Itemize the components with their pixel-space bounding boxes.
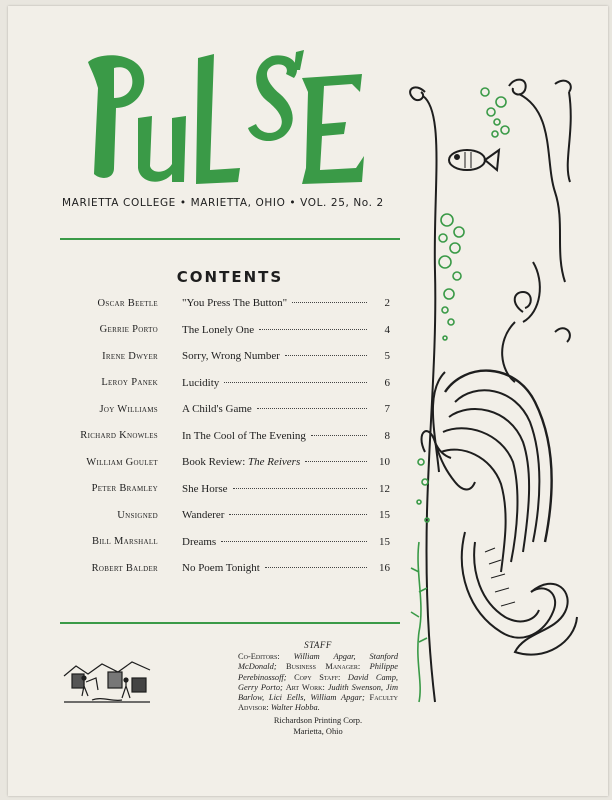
business-manager-name: Philippe Perebinossoff; [238, 662, 399, 682]
faculty-advisor-name: Walter Hobba. [270, 703, 320, 713]
toc-author: Gerrie Porto [99, 324, 158, 336]
toc-title [182, 509, 224, 521]
toc-title [182, 483, 228, 495]
toc-row [60, 476, 390, 503]
toc-page-number: 6 [384, 376, 390, 389]
toc-title-text: Wanderer [182, 509, 225, 522]
toc-title [182, 403, 252, 415]
toc-entry [182, 403, 390, 415]
toc-title-text: "You Press The Button" [182, 297, 288, 310]
toc-row [60, 502, 390, 529]
toc-author: Robert Balder [91, 562, 158, 574]
toc-row [60, 529, 390, 556]
toc-entry [182, 456, 390, 468]
toc-author: Peter Bramley [91, 483, 158, 495]
toc-author: Richard Knowles [80, 430, 158, 442]
toc-title-text: No Poem Tonight [182, 562, 260, 575]
toc-leader-dots [221, 541, 367, 542]
toc-entry [182, 536, 390, 548]
toc-author: Oscar Beetle [97, 297, 158, 309]
printer-name: Richardson Printing Corp. [273, 716, 363, 726]
toc-author: Unsigned [117, 509, 158, 521]
toc-leader-dots [257, 408, 367, 409]
toc-title-text: Sorry, Wrong Number [182, 350, 280, 363]
contents-heading: CONTENTS [176, 268, 284, 286]
toc-entry [182, 377, 390, 389]
art-work-label: Art Work: [285, 682, 325, 692]
toc-leader-dots [229, 514, 367, 515]
toc-page-number: 15 [379, 509, 390, 522]
toc-row [60, 396, 390, 423]
toc-page-number: 5 [384, 350, 390, 363]
toc-page-number: 15 [379, 535, 390, 548]
bottom-divider [60, 622, 400, 624]
village-sketch [62, 656, 152, 708]
toc-entry [182, 350, 390, 362]
toc-title-italic: The Reivers [248, 456, 301, 469]
staff-heading: STAFF [304, 640, 332, 650]
toc-page-number: 2 [384, 297, 390, 310]
toc-leader-dots [259, 329, 367, 330]
toc-entry [182, 324, 390, 336]
copy-staff-names: David Camp, Gerry Porto; [238, 672, 399, 692]
faculty-advisor-label: Faculty Advisor: [238, 693, 398, 713]
toc-page-number: 7 [384, 403, 390, 416]
pulse-logo [80, 48, 370, 188]
toc-leader-dots [265, 567, 367, 568]
art-work-names: Judith Swenson, Jim Barlow, Lici Eells, William Apgar; [238, 682, 399, 703]
toc-author: Irene Dwyer [102, 350, 158, 362]
toc-entry [182, 483, 390, 495]
toc-title [182, 324, 254, 336]
toc-title-text: In The Cool of The Evening [182, 429, 306, 442]
masthead-logo [80, 48, 370, 188]
staff-credits [238, 640, 398, 737]
toc-title-text: Dreams [182, 535, 217, 548]
top-divider [60, 238, 400, 240]
toc-entry [182, 509, 390, 521]
toc-title [182, 536, 216, 548]
toc-title-text: Lucidity [182, 376, 220, 389]
toc-title [182, 297, 287, 309]
toc-row [60, 317, 390, 344]
toc-author: Leroy Panek [101, 377, 158, 389]
toc-row [60, 423, 390, 450]
toc-leader-dots [311, 435, 367, 436]
table-of-contents [60, 290, 390, 582]
toc-row [60, 343, 390, 370]
toc-page-number: 4 [384, 323, 390, 336]
toc-leader-dots [292, 302, 367, 303]
coeditors-names: William Apgar, Stanford McDonald; [238, 652, 399, 672]
toc-title [182, 562, 260, 574]
toc-title-text: The Lonely One [182, 323, 255, 336]
toc-row [60, 449, 390, 476]
toc-row [60, 370, 390, 397]
toc-entry [182, 562, 390, 574]
toc-leader-dots [285, 355, 367, 356]
toc-title-text: Book Review: [182, 456, 246, 469]
mermaid-illustration [405, 72, 580, 712]
copy-staff-label: Copy Staff: [294, 672, 341, 682]
fish-icon [449, 150, 499, 170]
business-manager-label: Business Manager: [286, 662, 361, 672]
masthead-subtitle: MARIETTA COLLEGE • MARIETTA, OHIO • VOL. 25, No. 2 [62, 197, 384, 209]
toc-title [182, 430, 306, 442]
staff-listing [238, 652, 398, 713]
toc-page-number: 16 [379, 562, 390, 575]
toc-author: William Goulet [86, 456, 158, 468]
toc-row [60, 555, 390, 582]
printer-credit [238, 716, 398, 736]
toc-leader-dots [305, 461, 367, 462]
toc-author: Joy Williams [99, 403, 158, 415]
toc-title [182, 350, 280, 362]
toc-page-number: 10 [379, 456, 390, 469]
toc-entry [182, 430, 390, 442]
toc-row [60, 290, 390, 317]
printer-location: Marietta, Ohio [293, 726, 343, 736]
toc-author: Bill Marshall [91, 536, 158, 548]
toc-leader-dots [233, 488, 367, 489]
coeditors-label: Co-Editors: [238, 652, 280, 662]
toc-entry [182, 297, 390, 309]
toc-leader-dots [224, 382, 367, 383]
toc-title-text: A Child's Game [182, 403, 252, 416]
toc-title [182, 456, 300, 468]
toc-title-text: She Horse [182, 482, 228, 495]
toc-page-number: 8 [384, 429, 390, 442]
toc-title [182, 377, 219, 389]
toc-page-number: 12 [379, 482, 390, 495]
